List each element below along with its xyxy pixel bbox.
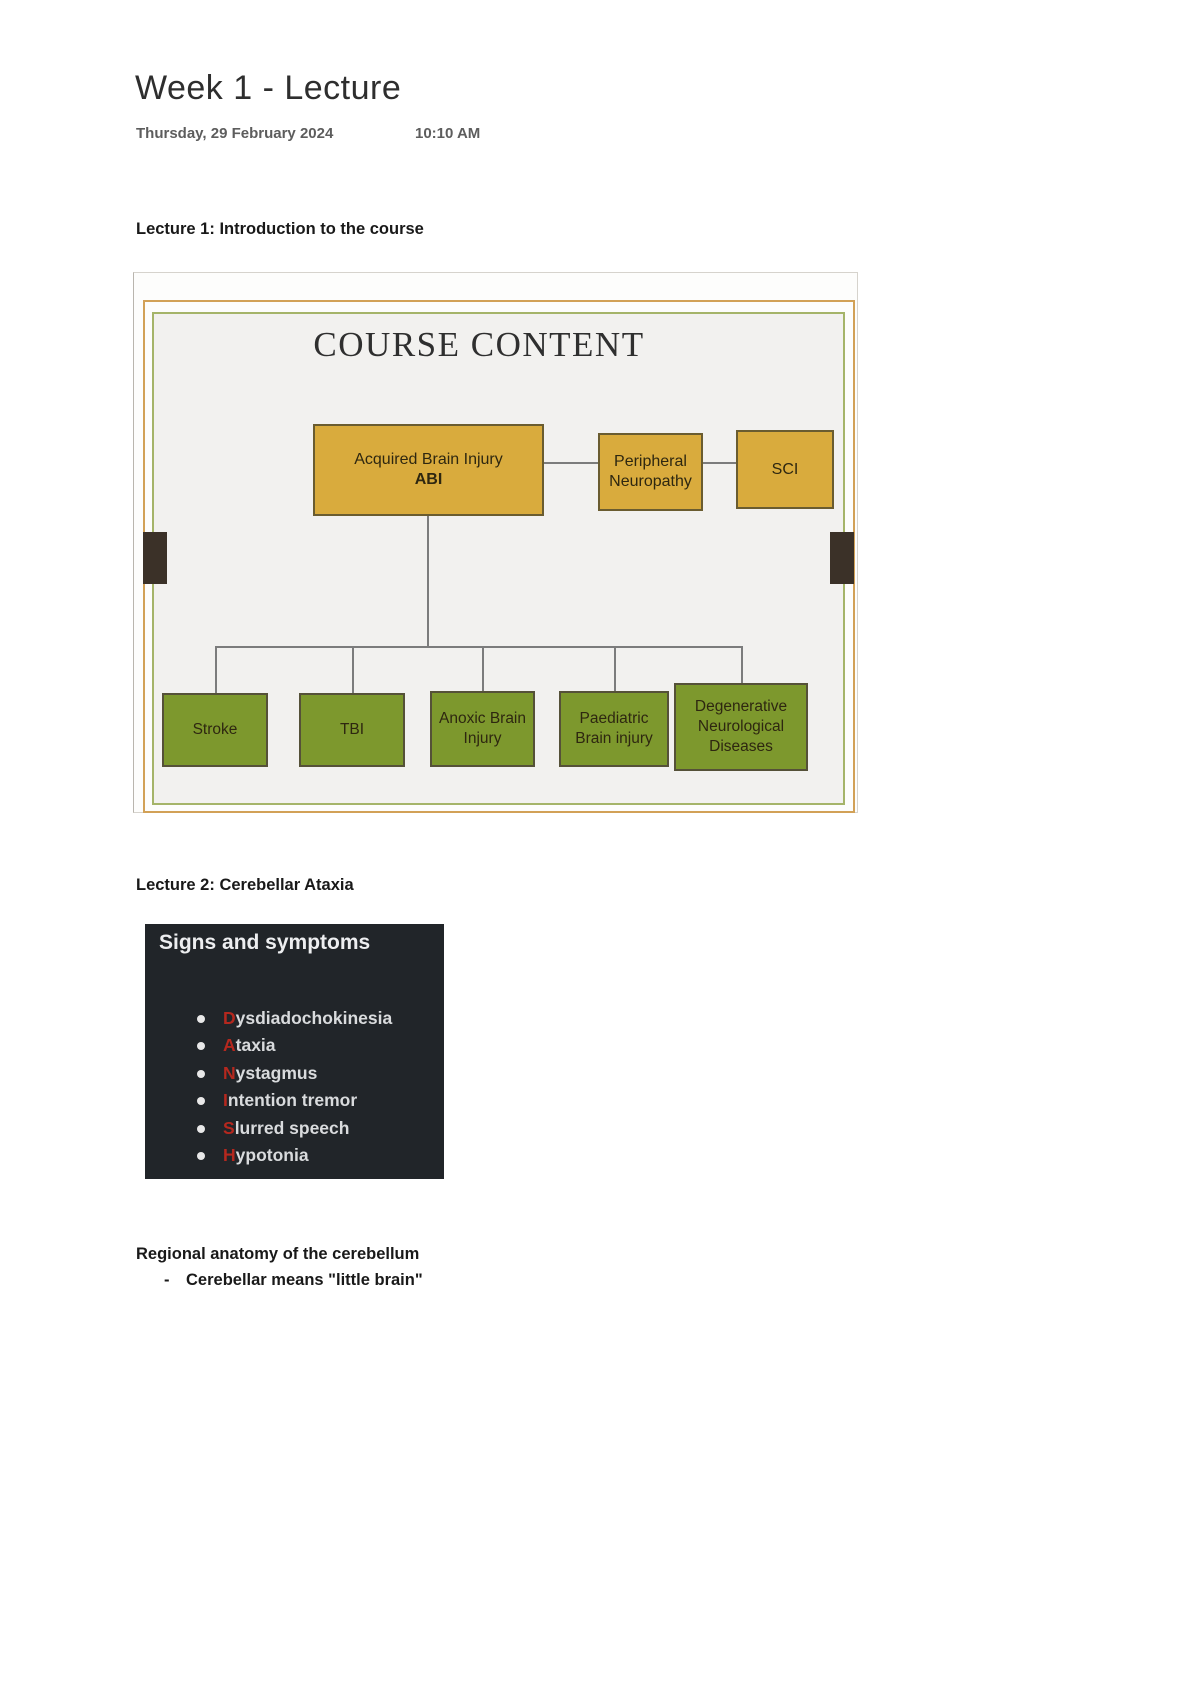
- bullet-text: Cerebellar means "little brain": [186, 1271, 423, 1289]
- dash-bullet: -: [164, 1271, 170, 1289]
- node-label: SCI: [771, 460, 799, 478]
- symptom-initial: S: [223, 1117, 235, 1138]
- symptom-item: [145, 1032, 444, 1059]
- bullet-icon: [197, 1097, 205, 1105]
- symptom-item: [145, 1060, 444, 1087]
- connector-line: [215, 646, 742, 648]
- bullet-icon: [197, 1152, 205, 1160]
- symptom-initial: A: [223, 1035, 236, 1056]
- regional-anatomy-heading: Regional anatomy of the cerebellum: [136, 1245, 420, 1263]
- symptom-text: ntention tremor: [227, 1090, 358, 1111]
- connector-line: [427, 516, 429, 646]
- bullet-icon: [197, 1042, 205, 1050]
- symptom-item: [145, 1087, 444, 1114]
- symptom-item: [145, 1142, 444, 1169]
- symptom-initial: H: [223, 1144, 236, 1165]
- node-label: Degenerative Neurological Diseases: [694, 698, 788, 755]
- node-label: Acquired Brain Injury: [354, 451, 503, 468]
- slide-left-handle: [143, 532, 167, 584]
- lecture1-heading: Lecture 1: Introduction to the course: [136, 220, 424, 238]
- slide-title: COURSE CONTENT: [313, 325, 645, 364]
- node-label: Anoxic Brain Injury: [438, 710, 526, 747]
- node-label: Paediatric Brain injury: [575, 710, 653, 747]
- symptom-item: [145, 1115, 444, 1142]
- node-label: ABI: [414, 471, 443, 488]
- connector-line: [741, 646, 743, 683]
- symptom-initial: N: [223, 1062, 236, 1083]
- course-content-slide-image[interactable]: [133, 272, 858, 813]
- symptom-text: ystagmus: [235, 1062, 318, 1083]
- flowchart-node-anoxic-brain-injury: [430, 691, 535, 767]
- connector-line: [544, 462, 598, 464]
- flowchart-node-paediatric-brain-injury: [559, 691, 669, 767]
- bullet-icon: [197, 1070, 205, 1078]
- symptom-text: ysdiadochokinesia: [235, 1008, 393, 1028]
- connector-line: [215, 646, 217, 693]
- lecture2-heading: Lecture 2: Cerebellar Ataxia: [136, 876, 354, 894]
- connector-line: [482, 646, 484, 691]
- symptom-initial: I: [223, 1090, 228, 1111]
- flowchart-node-stroke: [162, 693, 268, 767]
- flowchart-node-tbi: [299, 693, 405, 767]
- symptoms-list: [145, 1005, 444, 1169]
- connector-line: [614, 646, 616, 691]
- page-date: Thursday, 29 February 2024: [136, 125, 334, 142]
- signs-symptoms-slide-image[interactable]: [145, 924, 444, 1179]
- symptom-text: taxia: [235, 1035, 276, 1056]
- symptom-item: [145, 1005, 444, 1032]
- bullet-icon: [197, 1125, 205, 1133]
- bullet-icon: [197, 1015, 205, 1023]
- symptom-initial: D: [223, 1008, 236, 1028]
- slide-right-handle: [830, 532, 854, 584]
- connector-line: [352, 646, 354, 693]
- node-label: TBI: [339, 721, 365, 738]
- flowchart-node-abi: [313, 424, 544, 516]
- symptom-text: lurred speech: [234, 1117, 350, 1138]
- connector-line: [703, 462, 736, 464]
- page-title: Week 1 - Lecture: [135, 69, 402, 107]
- flowchart-node-peripheral-neuropathy: [598, 433, 703, 511]
- node-label: Stroke: [192, 721, 238, 738]
- flowchart-node-degenerative-neurological-diseases: [674, 683, 808, 771]
- node-label: Peripheral Neuropathy: [609, 453, 692, 490]
- symptom-text: ypotonia: [235, 1144, 309, 1165]
- page-time: 10:10 AM: [415, 125, 481, 142]
- regional-anatomy-bullet: [164, 1271, 423, 1290]
- slide-title: Signs and symptoms: [159, 931, 371, 954]
- flowchart-node-sci: [736, 430, 834, 509]
